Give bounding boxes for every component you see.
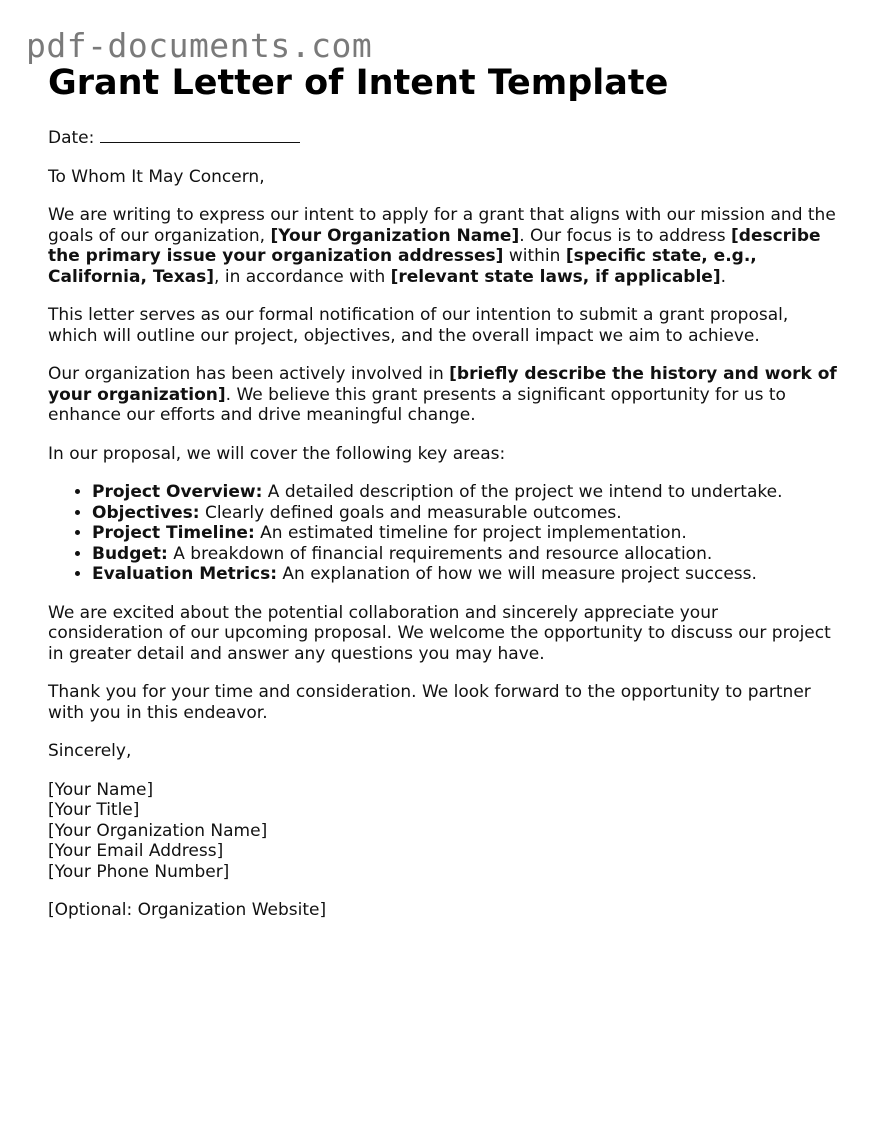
- list-item-text: An estimated timeline for project implementation.: [254, 523, 687, 543]
- signature-name: [Your Name]: [48, 779, 154, 800]
- list-item-label: Objectives:: [92, 502, 200, 523]
- list-item-label: Project Overview:: [92, 482, 263, 502]
- date-blank-field[interactable]: [100, 127, 300, 143]
- document-page: [48, 62, 838, 921]
- paragraph-collaboration: We are excited about the potential collaboration and sincerely appreciate your consideration of our upcoming proposal. We welcome the opportunity to discuss our project in greater detail and answer any questions you may have.: [48, 602, 831, 664]
- list-item-text: A breakdown of financial requirements and resource allocation.: [167, 543, 713, 564]
- paragraph-history: [48, 364, 838, 426]
- signature-phone: [Your Phone Number]: [48, 861, 230, 882]
- paragraph-thanks: Thank you for your time and consideration. We look forward to the opportunity to partner with you in this endeavor.: [48, 682, 811, 723]
- date-line: [48, 127, 838, 149]
- text-run: . Our focus is to address: [519, 225, 731, 246]
- watermark: pdf-documents.com: [26, 26, 373, 65]
- text-run: , in accordance with: [214, 266, 391, 287]
- placeholder-history: [briefly describe the history and work of your organization]: [48, 364, 837, 405]
- list-item-label: Project Timeline:: [92, 523, 255, 543]
- list-item: [92, 544, 838, 565]
- document-title: Grant Letter of Intent Template: [48, 63, 669, 103]
- paragraph-notification: This letter serves as our formal notification of our intention to submit a grant proposal, which will outline our project, objectives, and the overall impact we aim to achieve.: [48, 305, 789, 346]
- list-item: [92, 523, 838, 544]
- placeholder-specific-state: [specific state, e.g., California, Texas]: [48, 246, 757, 287]
- list-item-label: Evaluation Metrics:: [92, 564, 277, 584]
- text-run: Our organization has been actively involved in: [48, 364, 450, 384]
- closing: Sincerely,: [48, 741, 132, 761]
- text-run: within: [503, 246, 566, 266]
- text-run: . We believe this grant presents a significant opportunity for us to enhance our efforts and drive meaningful change.: [48, 384, 786, 425]
- signature-email: [Your Email Address]: [48, 841, 224, 861]
- greeting: To Whom It May Concern,: [48, 166, 265, 187]
- list-item: [92, 482, 838, 503]
- list-item-text: A detailed description of the project we intend to undertake.: [262, 482, 783, 502]
- list-item: [92, 564, 838, 585]
- placeholder-state-laws: [relevant state laws, if applicable]: [390, 266, 721, 287]
- text-run: We are writing to express our intent to apply for a grant that aligns with our mission and the goals of our organization,: [48, 205, 836, 246]
- placeholder-organization-name: [Your Organization Name]: [270, 225, 520, 246]
- list-item: [92, 503, 838, 524]
- signature-organization: [Your Organization Name]: [48, 820, 268, 841]
- signature-title: [Your Title]: [48, 800, 140, 820]
- signature-block: [48, 780, 838, 883]
- list-item-label: Budget:: [92, 543, 168, 564]
- list-intro: In our proposal, we will cover the following key areas:: [48, 443, 506, 464]
- list-item-text: Clearly defined goals and measurable outcomes.: [199, 502, 622, 523]
- date-label: Date:: [48, 128, 95, 148]
- list-item-text: An explanation of how we will measure project success.: [277, 564, 757, 584]
- paragraph-intent: [48, 205, 838, 287]
- website-line: [Optional: Organization Website]: [48, 900, 327, 920]
- text-run: .: [720, 266, 727, 287]
- key-areas-list: [48, 482, 838, 585]
- placeholder-primary-issue: [describe the primary issue your organization addresses]: [48, 225, 821, 266]
